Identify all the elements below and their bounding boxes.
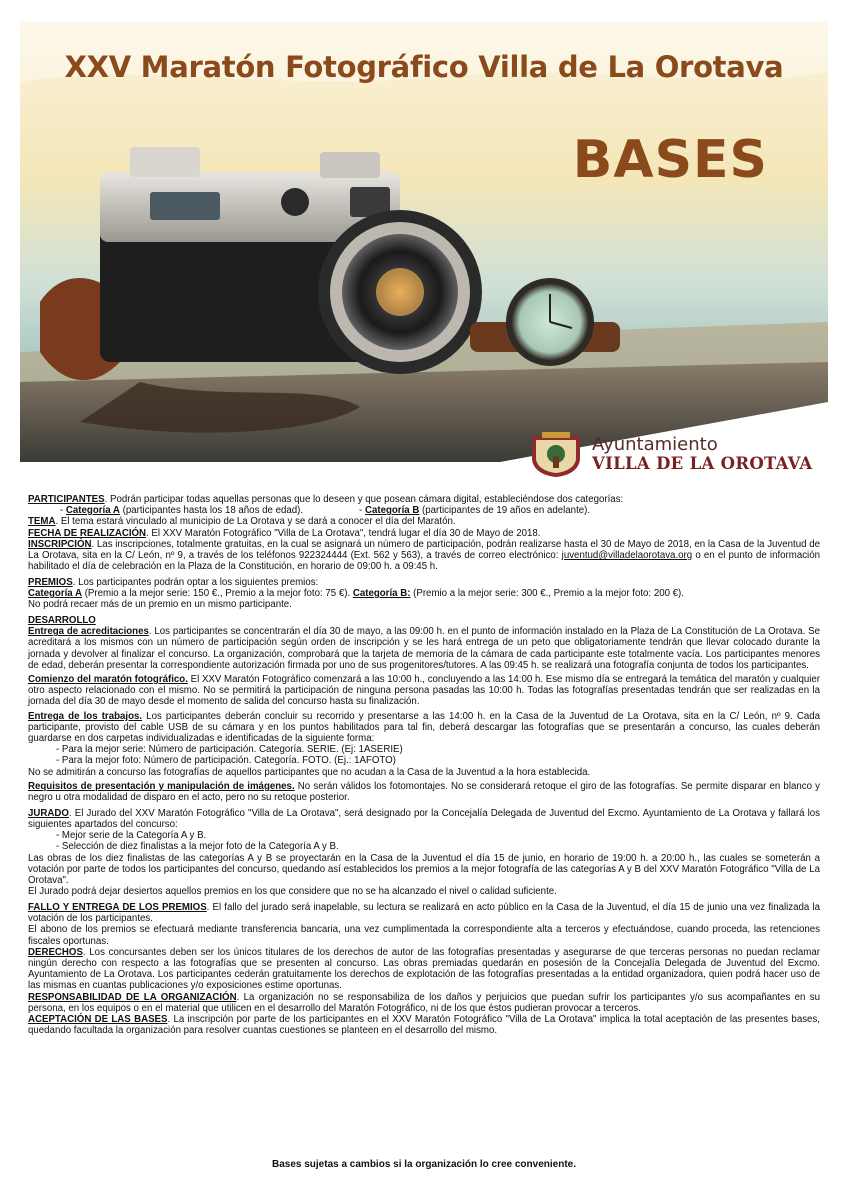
section-inscripcion	[28, 539, 820, 573]
page-title: XXV Maratón Fotográfico Villa de La Orotava	[64, 50, 784, 84]
trabajos-item-2: - Para la mejor foto: Número de participación. Categoría. FOTO. (Ej.: 1AFOTO)	[56, 755, 396, 767]
heading-trabajos: Entrega de los trabajos.	[28, 710, 143, 722]
section-premios	[28, 577, 820, 611]
cat-b-label: Categoría B	[364, 505, 420, 517]
comienzo-text: El XXV Maratón Fotográfico comenzará a las 10:00 h., concluyendo a las 14:00 h. Ese mismo día se entregará la temática del maratón y cualquier otro aspecto relacionado con el mismo. No se permitirá la participación de ninguna persona pasadas las 10:00 h. Todas las fotografías presentadas tendrán que ser realizadas en la jornada del día 30 de mayo desde el momento de salida del concurso hasta su finalización.	[28, 674, 820, 708]
heading-inscripcion: INSCRIPCIÓN	[28, 538, 92, 550]
participantes-text: . Podrán participar todas aquellas personas que lo deseen y que posean cámara digital, estableciéndose dos categorías:	[104, 494, 624, 505]
tema-text: . El tema estará vinculado al municipio de La Orotava y se dará a conocer el día del Maratón.	[55, 516, 456, 528]
requisitos-text: No serán válidos los fotomontajes. No se considerará retoque el giro de las fotografías. Se permite disparar en blanco y negro u otra modalidad de disparo en el acto, pero no su retoque posterior.	[28, 780, 820, 804]
responsabilidad-text: . La organización no se responsabiliza de los daños y perjuicios que puedan sufrir los participantes y/o sus acompañantes en su persona, en los equipos o en el material que utilicen en el desarrollo del Maratón Fotográfico, ni de los que éstos pudieran provocar a terceros.	[28, 991, 820, 1014]
section-desarrollo	[28, 615, 820, 803]
heading-requisitos: Requisitos de presentación y manipulación de imágenes.	[28, 780, 295, 792]
jurado-text-3: El Jurado podrá dejar desiertos aquellos premios en los que considere que no se ha alcanzado el nivel o calidad suficiente.	[28, 886, 557, 898]
heading-premios: PREMIOS	[28, 576, 73, 588]
bases-content	[28, 494, 820, 1036]
ayuntamiento-logo	[522, 428, 822, 478]
section-responsabilidad	[28, 992, 820, 1014]
heading-responsabilidad: RESPONSABILIDAD DE LA ORGANIZACIÓN	[28, 991, 237, 1003]
logo-text-ayuntamiento: Ayuntamiento	[592, 434, 718, 455]
heading-aceptacion: ACEPTACIÓN DE LAS BASES	[28, 1013, 168, 1025]
inscripcion-text: . Las inscripciones, totalmente gratuitas, en la cual se asignará un número de participación, podrán realizarse hasta el 30 de Mayo de 2018, en la Casa de la Juventud de La Orotava, sita en la C/ León, nº 9, a través de los teléfonos 922324444 (Ext. 562 y 563), a través de correo electrónico:	[28, 538, 820, 562]
logo-text-villa: VILLA DE LA OROTAVA	[592, 454, 813, 473]
heading-desarrollo: DESARROLLO	[28, 615, 96, 627]
heading-participantes: PARTICIPANTES	[28, 494, 105, 505]
section-aceptacion	[28, 1014, 820, 1036]
premios-cat-b-label: Categoría B:	[352, 588, 411, 600]
cat-a-text: (participantes hasta los 18 años de edad).	[119, 505, 304, 517]
section-tema	[28, 516, 820, 527]
heading-comienzo: Comienzo del maratón fotográfico.	[28, 674, 188, 686]
heading-fallo: FALLO Y ENTREGA DE LOS PREMIOS	[28, 901, 207, 913]
email-link[interactable]: juventud@villadelaorotava.org	[561, 550, 693, 562]
heading-fecha: FECHA DE REALIZACIÓN	[28, 527, 147, 539]
jurado-text-2: Las obras de los diez finalistas de las categorías A y B se proyectarán en la Casa de la Juventud el día 15 de junio, en horario de 19:00 h. a 20:00 h., las cuales se someterán a votación por parte de todos los participantes del concurso, quedando así establecidos los premios a la mejor fotografía de las categorías A y B del XXV Maratón Fotográfico "Villa de La Orotava".	[28, 852, 820, 886]
premios-cat-b-text: (Premio a la mejor serie: 300 €., Premio a la mejor foto: 200 €).	[410, 588, 684, 600]
fallo-text-2: El abono de los premios se efectuará mediante transferencia bancaria, una vez cumplimentada la correspondiente alta a terceros y efectuándose, cuando proceda, las retenciones fiscales oportunas.	[28, 924, 820, 947]
fecha-text: . El XXV Maratón Fotográfico "Villa de La Orotava", tendrá lugar el día 30 de Mayo de 2018.	[146, 527, 541, 539]
heading-derechos: DERECHOS	[28, 946, 83, 958]
jurado-text: . El Jurado del XXV Maratón Fotográfico "Villa de La Orotava", será designado por la Concejalía Delegada de Juventud del Excmo. Ayuntamiento de La Orotava y fallará los siguientes apartados del concurso:	[28, 807, 820, 830]
heading-acreditaciones: Entrega de acreditaciones	[28, 626, 149, 638]
inscripcion-text-2: o en el punto de información habilitado el día de celebración en la Plaza de la Constitución, en horario de 09:00 h. a 09:45 h.	[28, 550, 820, 573]
trabajos-item-1: - Para la mejor serie: Número de participación. Categoría. SERIE. (Ej: 1ASERIE)	[56, 744, 403, 756]
trabajos-note: No se admitirán a concurso las fotografías de aquellos participantes que no acudan a la Casa de la Juventud a la hora establecida.	[28, 766, 591, 778]
section-derechos	[28, 947, 820, 992]
section-fecha	[28, 528, 820, 539]
premios-text: . Los participantes podrán optar a los siguientes premios:	[72, 576, 319, 588]
hero-photo	[20, 22, 828, 462]
cat-b-prefix: -	[359, 505, 365, 517]
premios-note: No podrá recaer más de un premio en un mismo participante.	[28, 599, 292, 611]
aceptacion-text: . La inscripción por parte de los participantes en el XXV Maratón Fotográfico "Villa de La Orotava" implica la total aceptación de las presentes bases, quedando facultada la organización para resolver cuantas cuestiones se planteen en el desarrollo del mismo.	[28, 1013, 820, 1037]
derechos-text: . Los concursantes deben ser los únicos titulares de los derechos de autor de las fotografías presentadas y asegurarse de que terceras personas no puedan reclamar ningún derecho con respecto a las fotografías que se presenten al concurso. Las obras premiadas quedarán en posesión de la Concejalía Delegada de Juventud del Excmo. Ayuntamiento de La Orotava. Los participantes cederán gratuitamente los derechos de explotación de las fotografías presentadas a la entidad organizadora, quien podrá hacer uso de las mismas en cuantas publicaciones y/o exposiciones estime oportunas.	[28, 946, 820, 992]
cat-b-text: (participantes de 19 años en adelante).	[419, 505, 591, 517]
cat-a-prefix: -	[60, 505, 66, 517]
heading-jurado: JURADO	[28, 807, 69, 819]
heading-tema: TEMA	[28, 516, 56, 528]
trabajos-text: Los participantes deberán concluir su recorrido y presentarse a las 14:00 h. en la Casa de la Juventud de La Orotava, sita en la C/ León, nº 9. Cada participante, provisto del cable USB de su cámara y en los puntos habilitados para tal fin, deberá descargar las fotografías que se presentarán a concurso, las cuales deberán guardarse en dos carpetas individualizadas e identificadas de la siguiente forma:	[28, 710, 820, 745]
section-participantes	[28, 494, 820, 516]
premios-cat-a-label: Categoría A	[28, 588, 83, 600]
acreditaciones-text: . Los participantes se concentrarán el día 30 de mayo, a las 09:00 h. en el punto de información instalado en la Plaza de La Constitución de La Orotava. Se acreditará a los mismos con un número de participación según orden de inscripción y se les hará entrega de un peto que obligatoriamente tendrán que llevar colocado durante la jornada y devolver al finalizar el concurso. La organización, comprobará que la tarjeta de memoria de la cámara de cada participante este totalmente vacía. Los participantes menores de edad, deberán presentar la correspondiente autorización firmada por uno de sus progenitores/tutores. A las 09:45 h. se realizará una fotografía conjunta de todos los participantes.	[28, 626, 820, 671]
jurado-item-2: - Selección de diez finalistas a la mejor foto de la Categoría A y B.	[56, 841, 339, 853]
page-subtitle: BASES	[572, 130, 768, 190]
coat-of-arms-icon	[526, 430, 586, 478]
cat-a-label: Categoría A	[65, 505, 120, 517]
section-jurado	[28, 808, 820, 898]
hero-banner	[20, 22, 828, 462]
fallo-text: . El fallo del jurado será inapelable, su lectura se realizará en acto público en la Casa de la Juventud, el día 15 de junio una vez finalizada la votación de los participantes.	[28, 901, 820, 925]
premios-cat-a-text: (Premio a la mejor serie: 150 €., Premio a la mejor foto: 75 €).	[82, 588, 353, 600]
jurado-item-1: - Mejor serie de la Categoría A y B.	[56, 830, 207, 842]
footer-note: Bases sujetas a cambios si la organización lo cree conveniente.	[271, 1159, 576, 1170]
section-fallo	[28, 902, 820, 947]
